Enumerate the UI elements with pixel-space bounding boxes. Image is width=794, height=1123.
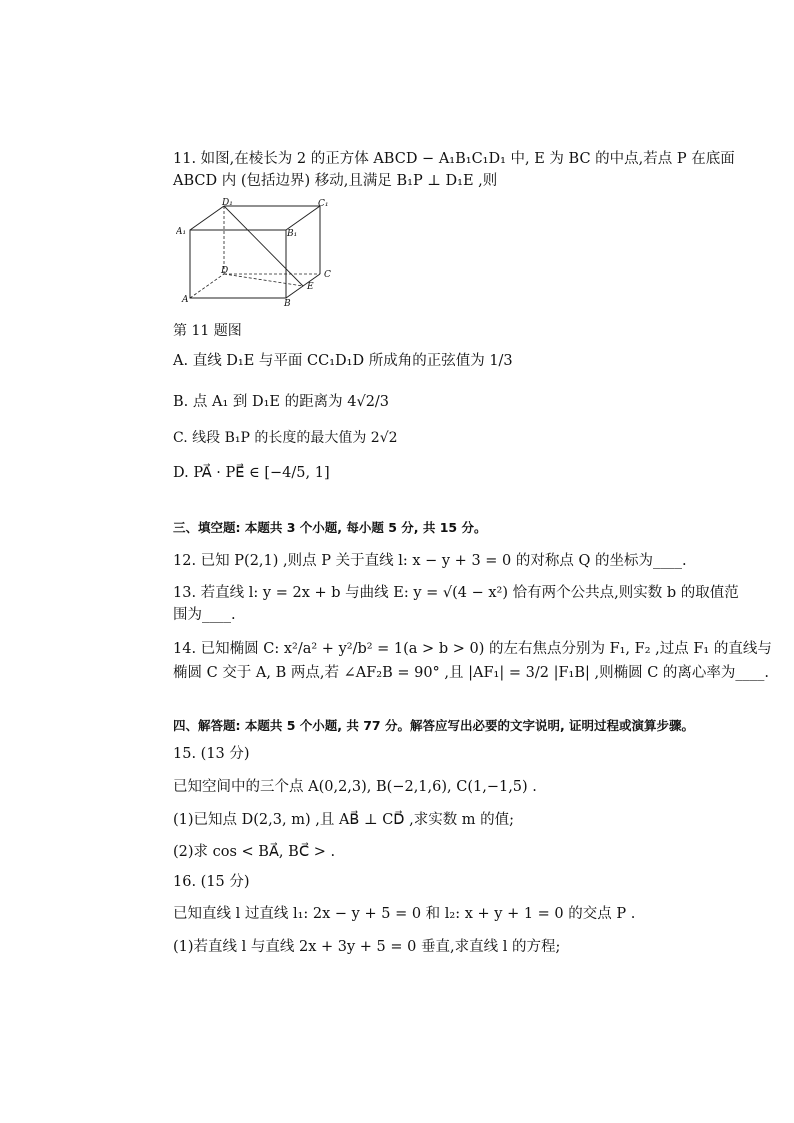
label-d: D: [221, 266, 229, 276]
question-13-line-2: 围为____.: [173, 607, 236, 623]
question-16-title: 16. (15 分): [173, 874, 250, 890]
question-15-part-2: (2)求 cos < BA⃗, BC⃗ > .: [173, 844, 336, 860]
label-b: B: [284, 299, 291, 309]
question-15-title: 15. (13 分): [173, 746, 250, 762]
label-a: A: [182, 295, 189, 305]
question-16-part-1: (1)若直线 l 与直线 2x + 3y + 5 = 0 垂直,求直线 l 的方程;: [173, 939, 561, 955]
question-12: 12. 已知 P(2,1) ,则点 P 关于直线 l: x − y + 3 = 0 的对称点 Q 的坐标为____.: [173, 553, 687, 569]
label-c1: C₁: [318, 199, 329, 209]
section-4-heading: 四、解答题: 本题共 5 个小题, 共 77 分。解答应写出必要的文字说明, 证明过程或演算步骤。: [173, 718, 695, 733]
question-14-line-2: 椭圆 C 交于 A, B 两点,若 ∠AF₂B = 90° ,且 |AF₁| = 3/2 |F₁B| ,则椭圆 C 的离心率为____.: [173, 665, 770, 681]
option-a: A. 直线 D₁E 与平面 CC₁D₁D 所成角的正弦值为 1/3: [173, 353, 513, 369]
cube-figure: [176, 196, 340, 312]
section-3-heading: 三、填空题: 本题共 3 个小题, 每小题 5 分, 共 15 分。: [173, 520, 487, 535]
question-11-line-2: ABCD 内 (包括边界) 移动,且满足 B₁P ⊥ D₁E ,则: [173, 173, 498, 189]
option-c: C. 线段 B₁P 的长度的最大值为 2√2: [173, 430, 398, 446]
question-11-line-1: 11. 如图,在棱长为 2 的正方体 ABCD − A₁B₁C₁D₁ 中, E 为 BC 的中点,若点 P 在底面: [173, 151, 735, 167]
label-a1: A₁: [176, 227, 187, 237]
question-15-part-1: (1)已知点 D(2,3, m) ,且 AB⃗ ⊥ CD⃗ ,求实数 m 的值;: [173, 812, 515, 828]
question-16-stem: 已知直线 l 过直线 l₁: 2x − y + 5 = 0 和 l₂: x + y + 1 = 0 的交点 P .: [173, 906, 636, 922]
label-e: E: [307, 282, 314, 292]
option-d: D. PA⃗ · PE⃗ ∈ [−4/5, 1]: [173, 465, 330, 481]
question-15-stem: 已知空间中的三个点 A(0,2,3), B(−2,1,6), C(1,−1,5) .: [173, 779, 537, 795]
option-b: B. 点 A₁ 到 D₁E 的距离为 4√2/3: [173, 394, 390, 410]
figure-caption: 第 11 题图: [173, 323, 242, 339]
question-14-line-1: 14. 已知椭圆 C: x²/a² + y²/b² = 1(a > b > 0) 的左右焦点分别为 F₁, F₂ ,过点 F₁ 的直线与: [173, 641, 772, 657]
question-13-line-1: 13. 若直线 l: y = 2x + b 与曲线 E: y = √(4 − x²) 恰有两个公共点,则实数 b 的取值范: [173, 585, 739, 601]
label-b1: B₁: [287, 229, 298, 239]
label-c: C: [324, 270, 331, 280]
label-d1: D₁: [222, 198, 233, 208]
